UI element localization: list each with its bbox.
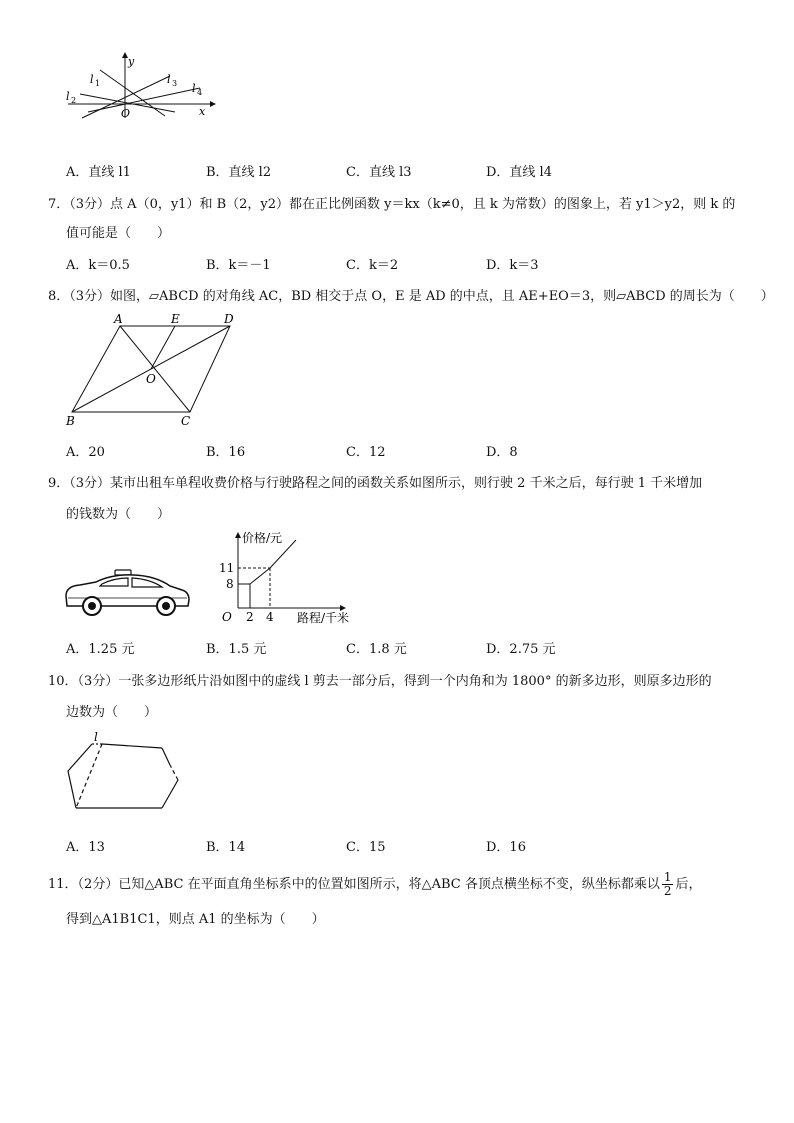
l3-subscript: 3: [172, 79, 178, 88]
origin-label: O: [121, 107, 131, 120]
l1-label: l: [90, 73, 94, 86]
q10-option-d[interactable]: D．16: [486, 840, 526, 855]
l1-subscript: 1: [95, 79, 101, 88]
q7-option-b[interactable]: B．k＝－1: [206, 258, 271, 273]
q9-options: [66, 638, 766, 656]
q10-stem-line1: 10．（3分）一张多边形纸片沿如图中的虚线 l 剪去一部分后，得到一个内角和为 1800° 的新多边形，则原多边形的: [48, 674, 712, 689]
q6-option-c[interactable]: C．直线 l3: [346, 165, 412, 180]
q8-option-c[interactable]: C．12: [346, 445, 386, 460]
l2-label: l: [66, 90, 70, 103]
q6-option-b[interactable]: B．直线 l2: [206, 165, 272, 180]
q7-option-d[interactable]: D．k＝3: [486, 258, 539, 273]
q7-stem-line2: 值可能是（ ）: [66, 226, 171, 241]
q9-fare-graph: [210, 526, 380, 630]
line-l-label: l: [94, 730, 98, 744]
l3-label: l: [167, 73, 171, 86]
point-o-label: O: [146, 372, 156, 386]
q10-option-a[interactable]: A．13: [66, 840, 105, 855]
q11-stem-line1: [48, 871, 702, 898]
vertex-a-label: A: [114, 312, 123, 326]
q9-stem-line1: 9．（3分）某市出租车单程收费价格与行驶路程之间的函数关系如图所示，则行驶 2 千米之后，每行驶 1 千米增加: [48, 476, 703, 491]
q9-option-b[interactable]: B．1.5 元: [206, 642, 267, 657]
origin-label: O: [222, 610, 232, 624]
tick-label-8: 8: [226, 577, 234, 591]
q6-option-d[interactable]: D．直线 l4: [486, 165, 552, 180]
q6-option-a[interactable]: A．直线 l1: [66, 165, 131, 180]
y-axis-label: 价格/元: [242, 531, 283, 545]
q10-stem-line2: 边数为（ ）: [66, 705, 158, 720]
q7-options: [66, 254, 766, 272]
q8-options: [66, 441, 766, 459]
q8-option-a[interactable]: A．20: [66, 445, 105, 460]
y-axis-label: y: [128, 55, 135, 68]
q8-option-b[interactable]: B．16: [206, 445, 246, 460]
q9-option-d[interactable]: D．2.75 元: [486, 642, 556, 657]
x-axis-label: x: [199, 105, 206, 118]
q9-stem-line2: 的钱数为（ ）: [66, 507, 171, 522]
q11-stem-line2: 得到△A1B1C1，则点 A1 的坐标为（ ）: [66, 912, 325, 927]
tick-label-11: 11: [219, 561, 235, 575]
q11-stem-text-a: 11．（2分）已知△ABC 在平面直角坐标系中的位置如图所示，将△ABC 各顶点横坐标不变，纵坐标都乘以: [48, 877, 660, 892]
q10-option-c[interactable]: C．15: [346, 840, 386, 855]
vertex-d-label: D: [224, 312, 234, 326]
q7-option-a[interactable]: A．k＝0.5: [66, 258, 130, 273]
q11-fraction-numerator: 1: [663, 870, 672, 884]
q10-polygon-figure: [60, 728, 190, 820]
l4-label: l: [192, 82, 196, 95]
x-axis-label: 路程/千米: [297, 611, 350, 625]
q6-options: [66, 161, 766, 179]
q8-option-d[interactable]: D．8: [486, 445, 518, 460]
q11-fraction: [662, 871, 674, 898]
l2-subscript: 2: [71, 96, 77, 105]
vertex-c-label: C: [181, 414, 191, 428]
taxi-illustration: [62, 568, 192, 618]
q6-figure: [60, 52, 220, 122]
l4-subscript: 4: [197, 88, 203, 97]
q9-option-a[interactable]: A．1.25 元: [66, 642, 135, 657]
q11-fraction-denominator: 2: [663, 884, 672, 898]
vertex-b-label: B: [66, 414, 75, 428]
tick-label-4: 4: [266, 610, 274, 624]
q8-parallelogram-figure: [62, 312, 252, 430]
point-e-label: E: [171, 312, 180, 326]
q8-stem-line1: 8．（3分）如图，▱ABCD 的对角线 AC，BD 相交于点 O，E 是 AD 的中点，且 AE+EO＝3，则▱ABCD 的周长为（ ）: [48, 289, 774, 304]
tick-label-2: 2: [246, 610, 254, 624]
q7-option-c[interactable]: C．k＝2: [346, 258, 399, 273]
q11-stem-text-b: 后，: [675, 877, 702, 892]
q10-options: [66, 836, 766, 854]
q10-option-b[interactable]: B．14: [206, 840, 246, 855]
q7-stem-line1: 7．（3分）点 A（0，y1）和 B（2，y2）都在正比例函数 y＝kx（k≠0，且 k 为常数）的图象上，若 y1＞y2，则 k 的: [48, 197, 736, 212]
q9-option-c[interactable]: C．1.8 元: [346, 642, 407, 657]
